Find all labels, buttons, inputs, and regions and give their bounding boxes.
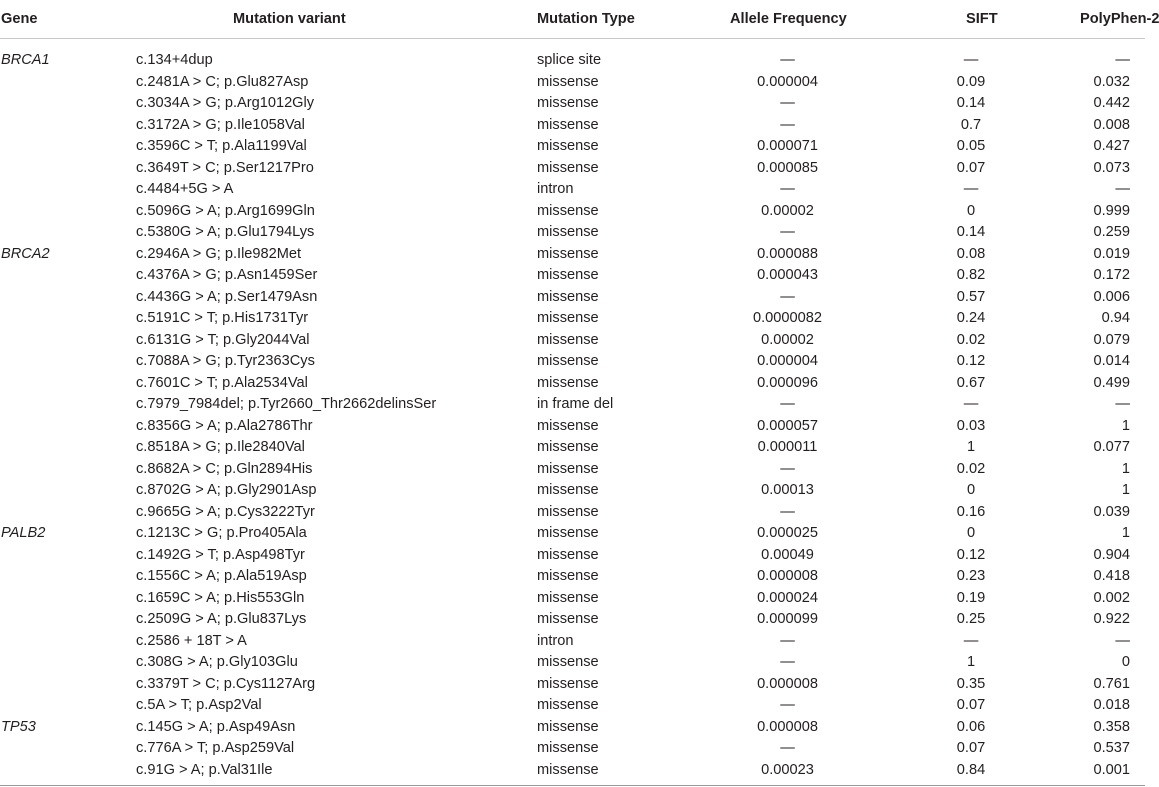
sift-cell: 0.02 bbox=[956, 331, 986, 348]
allele-frequency-cell: 0.0000082 bbox=[753, 310, 822, 326]
gene-cell bbox=[0, 136, 132, 158]
mutation-variant-cell: c.2481A > C; p.Glu827Asp bbox=[136, 73, 309, 90]
mutation-type-cell: missense bbox=[537, 611, 599, 627]
gene-cell bbox=[0, 609, 132, 631]
mutation-variant-cell: c.9665G > A; p.Cys3222Tyr bbox=[136, 503, 315, 520]
gene-cell bbox=[0, 330, 132, 352]
polyphen-cell: 0.073 bbox=[1093, 159, 1130, 176]
mutation-variant-cell: c.8702G > A; p.Gly2901Asp bbox=[136, 482, 317, 498]
sift-cell: 0.25 bbox=[956, 611, 986, 627]
allele-frequency-cell: 0.00049 bbox=[761, 546, 814, 563]
allele-frequency-cell: 0.000024 bbox=[757, 589, 818, 606]
gene-cell bbox=[0, 631, 132, 653]
table-body bbox=[0, 39, 1145, 782]
gene-cell bbox=[0, 287, 132, 309]
sift-cell: 1 bbox=[966, 439, 976, 455]
allele-frequency-cell: — bbox=[780, 740, 795, 756]
mutation-type-cell: missense bbox=[537, 568, 599, 584]
allele-frequency-cell: 0.000085 bbox=[757, 159, 818, 176]
mutation-type-cell: missense bbox=[537, 460, 599, 477]
polyphen-cell: — bbox=[1115, 396, 1130, 412]
polyphen-cell: 0.001 bbox=[1093, 761, 1130, 778]
allele-frequency-cell: — bbox=[780, 460, 795, 477]
mutation-type-cell: missense bbox=[537, 503, 599, 520]
allele-frequency-cell: 0.000071 bbox=[757, 138, 818, 154]
gene-cell bbox=[0, 437, 132, 459]
sift-cell: 0.12 bbox=[956, 546, 986, 563]
allele-frequency-cell: — bbox=[780, 654, 795, 670]
polyphen-cell: 0.418 bbox=[1093, 568, 1130, 584]
mutation-type-cell: missense bbox=[537, 439, 599, 455]
sift-cell: 0.84 bbox=[956, 761, 986, 778]
polyphen-cell: 0.999 bbox=[1093, 202, 1130, 219]
gene-cell: BRCA2 bbox=[1, 245, 50, 262]
allele-frequency-cell: 0.000008 bbox=[757, 568, 818, 584]
polyphen-cell: 0.018 bbox=[1093, 697, 1130, 713]
mutation-type-cell: missense bbox=[537, 525, 599, 541]
gene-cell: PALB2 bbox=[1, 525, 46, 541]
gene-cell bbox=[0, 674, 132, 696]
table-row bbox=[0, 265, 1145, 287]
table-row bbox=[0, 416, 1145, 438]
gene-cell bbox=[0, 695, 132, 717]
mutation-type-cell: missense bbox=[537, 73, 599, 90]
polyphen-cell: 0 bbox=[1121, 654, 1130, 670]
mutation-variant-cell: c.91G > A; p.Val31Ile bbox=[136, 761, 273, 778]
mutation-type-cell: missense bbox=[537, 718, 599, 735]
mutation-variant-cell: c.4484+5G > A bbox=[136, 181, 234, 197]
gene-cell bbox=[0, 416, 132, 438]
mutation-type-cell: missense bbox=[537, 159, 599, 176]
table-row bbox=[0, 609, 1145, 631]
table-row bbox=[0, 545, 1145, 567]
mutation-type-cell: in frame del bbox=[537, 396, 614, 412]
allele-frequency-cell: — bbox=[780, 181, 795, 197]
polyphen-cell: 0.499 bbox=[1093, 374, 1130, 391]
mutation-variant-cell: c.1492G > T; p.Asp498Tyr bbox=[136, 546, 305, 563]
polyphen-cell: 1 bbox=[1121, 417, 1130, 434]
mutation-variant-cell: c.4436G > A; p.Ser1479Asn bbox=[136, 288, 318, 305]
table-header bbox=[0, 0, 1159, 39]
sift-cell: 0 bbox=[966, 482, 976, 498]
mutation-type-cell: splice site bbox=[537, 52, 602, 68]
polyphen-cell: 0.002 bbox=[1093, 589, 1130, 606]
table-row bbox=[0, 136, 1145, 158]
sift-cell: 0.82 bbox=[956, 267, 986, 283]
gene-cell bbox=[0, 72, 132, 94]
mutation-variant-cell: c.3596C > T; p.Ala1199Val bbox=[136, 138, 307, 154]
mutation-type-cell: missense bbox=[537, 353, 599, 369]
polyphen-cell: 0.039 bbox=[1093, 503, 1130, 520]
sift-cell: — bbox=[963, 181, 979, 197]
mutation-type-cell: missense bbox=[537, 202, 599, 219]
mutation-type-cell: missense bbox=[537, 675, 599, 692]
table-row bbox=[0, 652, 1145, 674]
sift-cell: 0.35 bbox=[956, 675, 986, 692]
polyphen-cell: 0.259 bbox=[1093, 224, 1130, 240]
allele-frequency-cell: 0.00023 bbox=[761, 761, 814, 778]
sift-cell: 0.24 bbox=[956, 310, 986, 326]
allele-frequency-cell: — bbox=[780, 52, 795, 68]
allele-frequency-cell: — bbox=[780, 95, 795, 111]
sift-cell: 0 bbox=[966, 525, 976, 541]
polyphen-cell: 0.442 bbox=[1093, 95, 1130, 111]
table-row bbox=[0, 437, 1145, 459]
table-row bbox=[0, 674, 1145, 696]
table-row bbox=[0, 631, 1145, 653]
mutation-variant-cell: c.6131G > T; p.Gly2044Val bbox=[136, 331, 310, 348]
mutation-variant-cell: c.1659C > A; p.His553Gln bbox=[136, 589, 305, 606]
mutation-type-cell: missense bbox=[537, 417, 599, 434]
sift-cell: 0.09 bbox=[956, 73, 986, 90]
gene-cell bbox=[0, 545, 132, 567]
gene-cell bbox=[0, 373, 132, 395]
table-row bbox=[0, 158, 1145, 180]
header-allele-frequency: Allele Frequency bbox=[694, 0, 921, 39]
table-row bbox=[0, 738, 1145, 760]
sift-cell: 0.02 bbox=[956, 460, 986, 477]
sift-cell: 0.14 bbox=[956, 224, 986, 240]
gene-cell bbox=[0, 201, 132, 223]
header-polyphen: PolyPhen-2 bbox=[1041, 0, 1145, 39]
mutation-variant-cell: c.1556C > A; p.Ala519Asp bbox=[136, 568, 307, 584]
table-row bbox=[0, 502, 1145, 524]
mutation-type-cell: missense bbox=[537, 116, 599, 133]
allele-frequency-cell: 0.000096 bbox=[757, 374, 818, 391]
header-mutation-type: Mutation Type bbox=[536, 0, 694, 39]
polyphen-cell: — bbox=[1115, 181, 1130, 197]
allele-frequency-cell: 0.00002 bbox=[761, 331, 814, 348]
polyphen-cell: 0.427 bbox=[1093, 138, 1130, 154]
table-row bbox=[0, 351, 1145, 373]
header-row bbox=[0, 0, 1145, 39]
mutation-variant-cell: c.5191C > T; p.His1731Tyr bbox=[136, 310, 309, 326]
gene-cell bbox=[0, 351, 132, 373]
sift-cell: 0.12 bbox=[956, 353, 986, 369]
mutation-variant-cell: c.2586 + 18T > A bbox=[136, 632, 247, 649]
gene-cell bbox=[0, 179, 132, 201]
table-row bbox=[0, 39, 1145, 72]
polyphen-cell: 0.019 bbox=[1093, 245, 1130, 262]
mutation-type-cell: missense bbox=[537, 546, 599, 563]
polyphen-cell: — bbox=[1115, 52, 1130, 68]
mutation-variant-cell: c.145G > A; p.Asp49Asn bbox=[136, 718, 296, 735]
sift-cell: — bbox=[963, 52, 979, 68]
mutation-type-cell: missense bbox=[537, 589, 599, 606]
sift-cell: 1 bbox=[966, 654, 976, 670]
polyphen-cell: 0.008 bbox=[1093, 116, 1130, 133]
mutation-variant-cell: c.3649T > C; p.Ser1217Pro bbox=[136, 159, 314, 176]
polyphen-cell: 0.537 bbox=[1093, 740, 1130, 756]
mutation-type-cell: missense bbox=[537, 310, 599, 326]
polyphen-cell: 1 bbox=[1121, 460, 1130, 477]
sift-cell: — bbox=[963, 396, 979, 412]
polyphen-cell: 1 bbox=[1121, 482, 1130, 498]
sift-cell: 0 bbox=[966, 202, 976, 219]
table-row bbox=[0, 287, 1145, 309]
table-row bbox=[0, 459, 1145, 481]
sift-cell: 0.07 bbox=[956, 697, 986, 713]
table-row bbox=[0, 523, 1145, 545]
gene-cell bbox=[0, 394, 132, 416]
table-row bbox=[0, 695, 1145, 717]
mutation-type-cell: missense bbox=[537, 697, 599, 713]
gene-cell bbox=[0, 115, 132, 137]
mutation-variant-cell: c.8518A > G; p.Ile2840Val bbox=[136, 439, 305, 455]
sift-cell: 0.57 bbox=[956, 288, 986, 305]
allele-frequency-cell: 0.000043 bbox=[757, 267, 818, 283]
allele-frequency-cell: — bbox=[780, 503, 795, 520]
allele-frequency-cell: 0.000088 bbox=[757, 245, 818, 262]
mutation-type-cell: missense bbox=[537, 95, 599, 111]
table-row bbox=[0, 72, 1145, 94]
table-row bbox=[0, 179, 1145, 201]
gene-cell bbox=[0, 265, 132, 287]
mutation-type-cell: missense bbox=[537, 761, 599, 778]
polyphen-cell: 0.032 bbox=[1093, 73, 1130, 90]
mutation-variant-cell: c.7088A > G; p.Tyr2363Cys bbox=[136, 353, 315, 369]
gene-cell: TP53 bbox=[1, 718, 36, 735]
sift-cell: 0.23 bbox=[956, 568, 986, 584]
table-row bbox=[0, 115, 1145, 137]
header-gene: Gene bbox=[0, 0, 132, 39]
sift-cell: 0.19 bbox=[956, 589, 986, 606]
table-row bbox=[0, 330, 1145, 352]
gene-cell bbox=[0, 738, 132, 760]
mutation-variant-cell: c.3379T > C; p.Cys1127Arg bbox=[136, 675, 316, 692]
allele-frequency-cell: — bbox=[780, 116, 795, 133]
mutation-type-cell: missense bbox=[537, 224, 599, 240]
table-bottom-rule bbox=[0, 785, 1145, 786]
sift-cell: 0.08 bbox=[956, 245, 986, 262]
mutation-variant-cell: c.134+4dup bbox=[136, 52, 213, 68]
allele-frequency-cell: 0.000004 bbox=[757, 73, 818, 90]
table-row bbox=[0, 480, 1145, 502]
mutation-variant-cell: c.8356G > A; p.Ala2786Thr bbox=[136, 417, 313, 434]
table-row bbox=[0, 717, 1145, 739]
allele-frequency-cell: 0.000025 bbox=[757, 525, 818, 541]
header-mutation-variant: Mutation variant bbox=[132, 0, 536, 39]
mutation-variant-cell: c.776A > T; p.Asp259Val bbox=[136, 740, 295, 756]
allele-frequency-cell: 0.000008 bbox=[757, 718, 818, 735]
gene-cell bbox=[0, 222, 132, 244]
gene-cell bbox=[0, 502, 132, 524]
sift-cell: 0.05 bbox=[956, 138, 986, 154]
sift-cell: 0.06 bbox=[956, 718, 986, 735]
mutation-variant-cell: c.3034A > G; p.Arg1012Gly bbox=[136, 95, 315, 111]
gene-cell bbox=[0, 459, 132, 481]
allele-frequency-cell: — bbox=[780, 288, 795, 305]
mutation-variant-cell: c.308G > A; p.Gly103Glu bbox=[136, 654, 298, 670]
allele-frequency-cell: 0.00013 bbox=[761, 482, 814, 498]
allele-frequency-cell: 0.000004 bbox=[757, 353, 818, 369]
mutation-variant-cell: c.5380G > A; p.Glu1794Lys bbox=[136, 224, 315, 240]
allele-frequency-cell: 0.00002 bbox=[761, 202, 814, 219]
sift-cell: 0.07 bbox=[956, 740, 986, 756]
polyphen-cell: — bbox=[1115, 632, 1130, 649]
allele-frequency-cell: 0.000008 bbox=[757, 675, 818, 692]
sift-cell: — bbox=[963, 632, 979, 649]
table-row bbox=[0, 394, 1145, 416]
table-row bbox=[0, 201, 1145, 223]
mutation-type-cell: intron bbox=[537, 181, 574, 197]
table-row bbox=[0, 222, 1145, 244]
allele-frequency-cell: 0.000057 bbox=[757, 417, 818, 434]
polyphen-cell: 1 bbox=[1121, 525, 1130, 541]
polyphen-cell: 0.904 bbox=[1093, 546, 1130, 563]
gene-cell bbox=[0, 158, 132, 180]
polyphen-cell: 0.922 bbox=[1093, 611, 1130, 627]
table-row bbox=[0, 93, 1145, 115]
gene-cell bbox=[0, 93, 132, 115]
table-row bbox=[0, 308, 1145, 330]
allele-frequency-cell: — bbox=[780, 697, 795, 713]
gene-cell: BRCA1 bbox=[1, 52, 50, 68]
mutation-type-cell: missense bbox=[537, 374, 599, 391]
polyphen-cell: 0.94 bbox=[1101, 310, 1130, 326]
mutation-variant-cell: c.7979_7984del; p.Tyr2660_Thr2662delinsSer bbox=[136, 396, 437, 412]
mutation-variant-cell: c.2946A > G; p.Ile982Met bbox=[136, 245, 302, 262]
allele-frequency-cell: — bbox=[780, 632, 795, 649]
gene-cell bbox=[0, 760, 132, 782]
polyphen-cell: 0.761 bbox=[1093, 675, 1130, 692]
mutation-type-cell: missense bbox=[537, 138, 599, 154]
polyphen-cell: 0.006 bbox=[1093, 288, 1130, 305]
sift-cell: 0.07 bbox=[956, 159, 986, 176]
sift-cell: 0.67 bbox=[956, 374, 986, 391]
mutation-type-cell: missense bbox=[537, 267, 599, 283]
polyphen-cell: 0.358 bbox=[1093, 718, 1130, 735]
gene-cell bbox=[0, 308, 132, 330]
mutation-type-cell: missense bbox=[537, 331, 599, 348]
header-sift: SIFT bbox=[921, 0, 1041, 39]
table-row bbox=[0, 588, 1145, 610]
polyphen-cell: 0.077 bbox=[1093, 439, 1130, 455]
mutation-type-cell: missense bbox=[537, 654, 599, 670]
polyphen-cell: 0.079 bbox=[1093, 331, 1130, 348]
allele-frequency-cell: 0.000011 bbox=[757, 439, 818, 455]
gene-cell bbox=[0, 588, 132, 610]
polyphen-cell: 0.172 bbox=[1093, 267, 1130, 283]
mutation-variant-cell: c.5096G > A; p.Arg1699Gln bbox=[136, 202, 315, 219]
mutation-variant-cell: c.1213C > G; p.Pro405Ala bbox=[136, 525, 307, 541]
mutation-variant-cell: c.4376A > G; p.Asn1459Ser bbox=[136, 267, 318, 283]
allele-frequency-cell: 0.000099 bbox=[757, 611, 818, 627]
table-row bbox=[0, 566, 1145, 588]
mutation-variant-cell: c.5A > T; p.Asp2Val bbox=[136, 697, 262, 713]
table-row bbox=[0, 760, 1145, 782]
gene-cell bbox=[0, 480, 132, 502]
mutation-type-cell: missense bbox=[537, 740, 599, 756]
mutation-variant-cell: c.7601C > T; p.Ala2534Val bbox=[136, 374, 308, 391]
sift-cell: 0.7 bbox=[960, 116, 982, 133]
mutation-variant-cell: c.8682A > C; p.Gln2894His bbox=[136, 460, 313, 477]
allele-frequency-cell: — bbox=[780, 224, 795, 240]
gene-cell bbox=[0, 652, 132, 674]
mutation-type-cell: missense bbox=[537, 288, 599, 305]
mutation-variant-cell: c.2509G > A; p.Glu837Lys bbox=[136, 611, 307, 627]
sift-cell: 0.03 bbox=[956, 417, 986, 434]
table-row bbox=[0, 244, 1145, 266]
allele-frequency-cell: — bbox=[780, 396, 795, 412]
sift-cell: 0.14 bbox=[956, 95, 986, 111]
mutation-type-cell: missense bbox=[537, 482, 599, 498]
mutation-type-cell: intron bbox=[537, 632, 574, 649]
polyphen-cell: 0.014 bbox=[1093, 353, 1130, 369]
sift-cell: 0.16 bbox=[956, 503, 986, 520]
mutation-type-cell: missense bbox=[537, 245, 599, 262]
gene-cell bbox=[0, 566, 132, 588]
table-row bbox=[0, 373, 1145, 395]
mutation-variant-cell: c.3172A > G; p.Ile1058Val bbox=[136, 116, 305, 133]
